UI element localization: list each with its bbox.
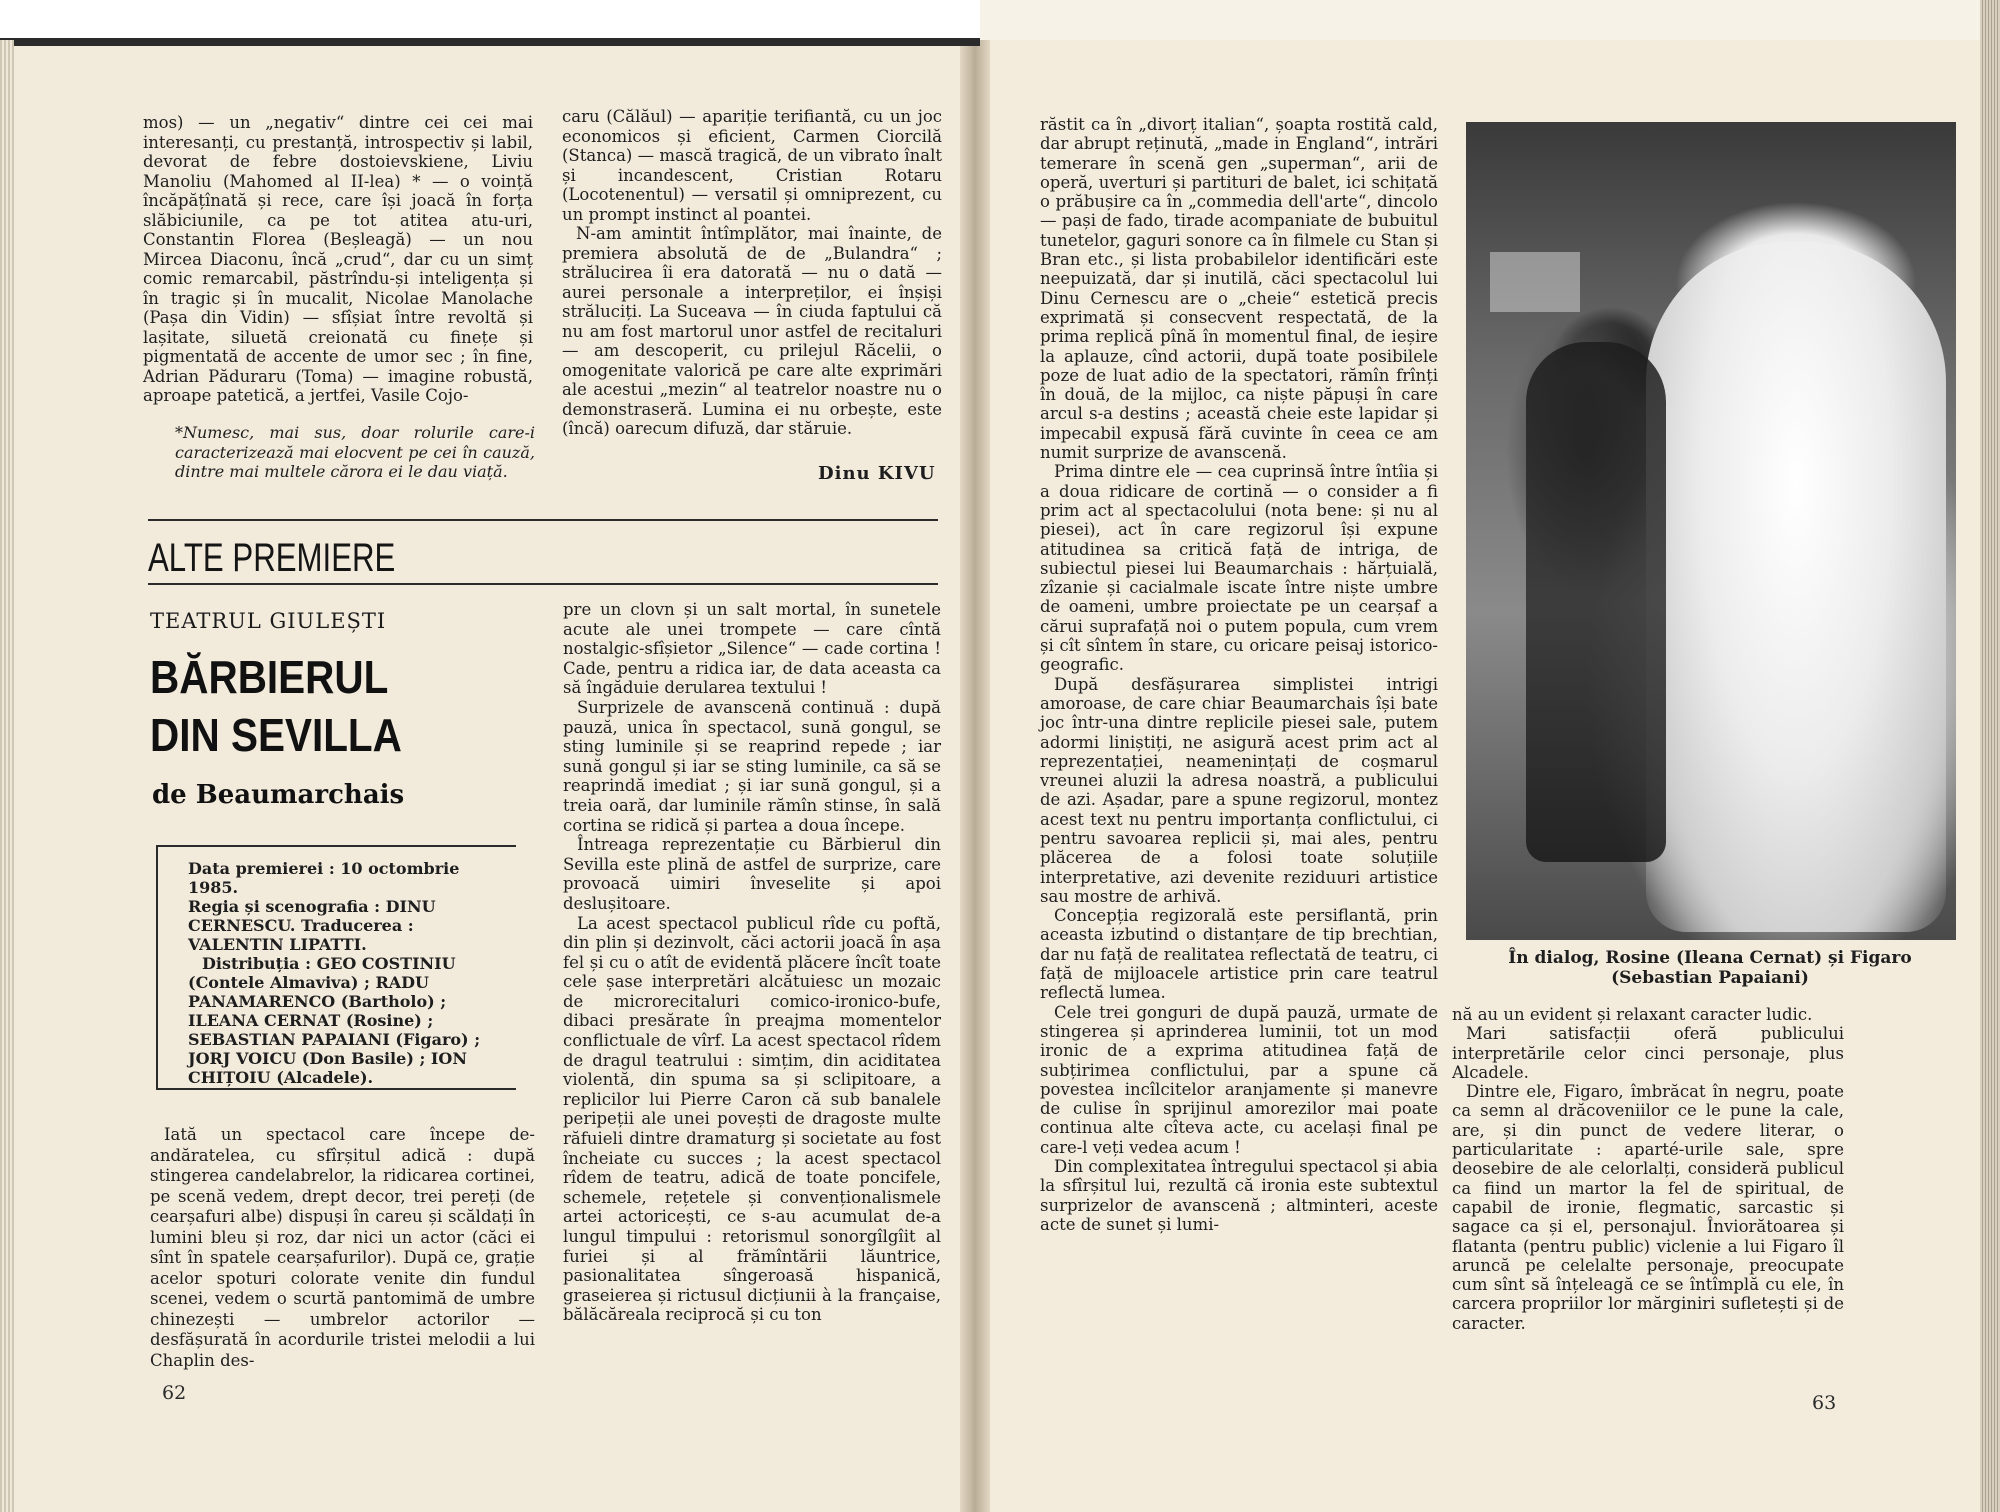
paragraph: Întreaga reprezentație cu Bărbierul din Sevilla este plină de astfel de surprize, care provoacă uimiri înveselite și apoi deslușitoare.	[563, 835, 941, 913]
right-column-1	[1040, 115, 1438, 1234]
author-signature: Dinu KIVU	[818, 463, 936, 484]
photo-figure-figaro	[1526, 342, 1666, 862]
left-bottom-column-2	[563, 600, 941, 1325]
page-number-left: 62	[162, 1382, 187, 1404]
premiere-date: Data premierei : 10 octombrie 1985.	[188, 859, 460, 897]
paragraph: Prima dintre ele — cea cuprinsă între întîia și a doua ridicare de cortină — o consider a fi prim act al spectacolului (nota bene: și nu al piesei), act în care regizorul își expune atitudinea sa critică față de intriga, de subiectul piesei lui Beaumarchais : hărțuială, zîzanie și cacialmale iscate între niște umbre de oameni, umbre proiectate pe un cearșaf a cărui suprafață noi o putem popula, cum vrem și cît sîntem în stare, cu oricare peisaj istorico-geografic.	[1040, 462, 1438, 675]
paragraph: nă au un evident și relaxant caracter ludic.	[1452, 1005, 1813, 1024]
paragraph: Concepția regizorală este persiflantă, prin aceasta izbutind o distanțare de tip brechtian, dar nu față de realitatea reflectată de teatru, ci față de mijloacele artistice prin care teatrul reflectă lumea.	[1040, 906, 1438, 1003]
paragraph: caru (Călăul) — apariție terifiantă, cu un joc economicos și eficient, Carmen Ciorcilă (Stanca) — mască tragică, de un vibrato înalt și incandescent, Cristian Rotaru (Locotenentul) — versatil și omniprezent, cu un prompt instinct al poantei.	[562, 107, 942, 224]
theatre-name: TEATRUL GIULEȘTI	[150, 609, 387, 633]
credits-box	[156, 845, 516, 1090]
right-column-2	[1452, 1005, 1844, 1333]
paragraph: N-am amintit întîmplător, mai înainte, de premiera absolută de de „Bulandra“ ; strălucirea îi era datorată — nu o dată — aurei personale a interpreților, ei înșiși străluciți. La Suceava — în ciuda faptului că nu am fost martorul unor astfel de recitaluri — am descoperit, cu prilejul Răcelii, o omogenitate valorică pe care alte exprimări ale acestui „mezin“ al teatrelor noastre nu o demonstraseră. Lumina ei nu orbește, este (încă) oarecum difuză, dar stăruie.	[562, 224, 942, 438]
page-number-right: 63	[1812, 1392, 1837, 1414]
section-rule-bottom	[148, 583, 938, 585]
paragraph: Surprizele de avanscenă continuă : după pauză, unica în spectacol, sună gongul, se sting luminile și se reaprind repede ; iar sună gongul și iar se sting luminile, ca să se reaprindă imediat ; și iar sună gongul, și a treia oară, dar luminile rămîn stinse, în sală cortina se ridică și partea a doua începe.	[563, 697, 941, 835]
paragraph: După desfășurarea simplistei intrigi amoroase, de care chiar Beaumarchais își bate joc într-una dintre replicile piesei sale, putem adormi liniștiți, ne asigură acest prim act al reprezentației, neamenințați de coșmarul vreunei aluzii la adresa noastră, a publicului de azi. Așadar, pare a spune regizorul, montez acest text nu pentru importanța conflictului, ci pentru savoarea replicii și, mai ales, pentru plăcerea de a folosi toate soluțiile interpretative, azi devenite reziduuri artistice sau mostre de arhivă.	[1040, 674, 1438, 906]
photo-background-sign	[1490, 252, 1580, 312]
background-top-right	[980, 0, 2000, 42]
book-gutter	[960, 40, 990, 1512]
paragraph: La acest spectacol publicul rîde cu poftă, din plin și dezinvolt, căci actorii joacă în așa fel și cu o atît de evidentă plăcere încît toate cele șase interpretări alcătuiesc un mozaic de microrecitaluri comico-ironico-bufe, dibaci presărate în preajma momentelor conflictuale de vîrf. La acest spectacol rîdem de dragul teatrului : simțim, din aciditatea violentă, din spuma sa și sclipitoare, a replicilor lui Pierre Caron că sub banalele peripeții ale unei povești de dragoste multe răfuieli dintre dramaturg și societate au fost încheiate cu succes ; la acest spectacol rîdem de teatru, adică de toate poncifele, schemele, rețetele și convenționalismele artei actoricești, ce s-au acumulat de-a lungul timpului : retorismul sonorgîlgîit al furiei și al frămîntării lăuntrice, pasionalitatea sîngeroasă hispanică, graseierea și rictusul dicțiunii à la française, bălăcăreala reciprocă și cu ton	[563, 913, 941, 1325]
paragraph: Din complexitatea întregului spectacol și abia la sfîrșitul lui, rezultă că ironia este subtextul surprizelor de avanscenă ; altminteri, aceste acte de sunet și lumi-	[1040, 1157, 1438, 1234]
section-title: ALTE PREMIERE	[148, 536, 396, 580]
photo-figure-rosine	[1646, 242, 1946, 932]
footnote: *Numesc, mai sus, doar rolurile care-i caracterizează mai elocvent pe cei în cauză, dintre mai multele cărora ei le dau viață.	[175, 423, 535, 481]
left-top-column-1	[143, 113, 533, 406]
left-top-column-2	[562, 107, 942, 439]
direction-credit: Regia și scenografia : DINU CERNESCU. Traducerea : VALENTIN LIPATTI.	[188, 897, 436, 954]
book-cover-edge	[0, 38, 980, 46]
paragraph: răstit ca în „divorț italian“, șoapta rostită cald, dar abrupt reținută, „made in England“, intrări temerare în scenă gen „superman“, arii de operă, uverturi și partituri de balet, ici schițată o prăbușire ca în „commedia dell'arte“, dincolo — pași de fado, tirade acompaniate de bubuitul tunetelor, gaguri sonore ca în filmele cu Stan și Bran etc., și lista probabilelor identificări este neepuizată, dar și inutilă, căci spectacolul lui Dinu Cernescu are o „cheie“ estetică precis exprimată și consecvent respectată, de la prima replică pînă în momentul final, de ieșire la aplauze, cînd actorii, după toate posibilele poze de luat adio de la spectatori, rămîn frînți în două, de la mijloc, ca niște păpuși în care arcul s-a destins ; această cheie este lapidar și impecabil expusă fără cuvinte în ceea ce am numit surprize de avanscenă.	[1040, 115, 1438, 463]
paragraph: pre un clovn și un salt mortal, în sunetele acute ale unei trompete — care cîntă nostalgic-sfîșietor „Silence“ — cade cortina ! Cade, pentru a ridica iar, de data aceasta ca să îngăduie derularea textului !	[563, 600, 941, 698]
page-stack-right	[1980, 0, 2000, 1512]
photo-caption: În dialog, Rosine (Ileana Cernat) și Figaro (Sebastian Papaiani)	[1508, 948, 1912, 988]
production-photo	[1466, 122, 1956, 940]
section-rule-top	[148, 519, 938, 521]
paragraph: mos) — un „negativ“ dintre cei cei mai interesanți, cu prestanță, introspectiv și labil, devorat de febre dostoievskiene, Liviu Manoliu (Mahomed al II-lea) * — o voință încăpățînată și rece, care își joacă în forța slăbiciunile, ca pe tot atitea atu-uri, Constantin Florea (Beșleagă) — un nou Mircea Diaconu, încă „crud“, dar cu un simț comic remarcabil, păstrîndu-și inteligența și în tragic și în mucalit, Nicolae Manolache (Pașa din Vidin) — sfîșiat între revoltă și lașitate, siluetă creionată cu finețe și pigmentată de accente de umor sec ; în fine, Adrian Păduraru (Toma) — imagine robustă, aproape patetică, a jertfei, Vasile Cojo-	[143, 113, 533, 405]
paragraph: Mari satisfacții oferă publicului interpretările celor cinci personaje, plus Alcadele.	[1452, 1024, 1844, 1082]
play-author: de Beaumarchais	[152, 780, 405, 810]
page-stack-left	[0, 40, 14, 1512]
play-title: BĂRBIERUL DIN SEVILLA	[150, 651, 402, 761]
background-top-left	[0, 0, 980, 38]
paragraph: Iată un spectacol care începe de-andăratelea, cu sfîrșitul adică : după stingerea candelabrelor, la ridicarea cortinei, pe scenă vedem, drept decor, trei pereți (de cearșafuri albe) dispuși în careu și scăldați în lumini bleu și roz, dar nici un actor (căci ei sînt în spatele cearșafurilor). După ce, grație acelor spoturi colorate venite din fundul scenei, vedem o scurtă pantomimă de umbre chinezești — umbrelor actorilor — desfășurată în acordurile tristei melodii a lui Chaplin des-	[150, 1125, 535, 1370]
cast-list: Distribuția : GEO COSTINIU (Contele Almaviva) ; RADU PANAMARENCO (Bartholo) ; ILEANA CERNAT (Rosine) ; SEBASTIAN PAPAIANI (Figaro) ; JORJ VOICU (Don Basile) ; ION CHIȚOIU (Alcadele).	[188, 954, 481, 1087]
left-bottom-column-1	[150, 1125, 535, 1371]
paragraph: Dintre ele, Figaro, îmbrăcat în negru, poate ca semn al drăcoveniilor ce le pune la cale, are, și din punct de vedere literar, o particularitate : aparté-urile sale, spre deosebire de ale celorlalți, consideră publicul ca fiind un martor la fel de spiritual, de capabil de ironie, flegmatic, sarcastic și sagace ca și el, personajul. Înviorătoarea și flatanta (pentru public) viclenie a lui Figaro îl aruncă pe celelalte personaje, preocupate cum sînt să înțeleagă ce se întîmplă cu ele, în carcera propriilor lor mărginiri sufletești și de caracter.	[1452, 1082, 1844, 1333]
paragraph: Cele trei gonguri de după pauză, urmate de stingerea și aprinderea luminii, tot un mod ironic de a exprima atitudinea față de subțirimea conflictului, par a spune că povestea incîlcitelor aranjamente și manevre de culise în sprijinul amorezilor mai poate continua alte cîteva acte, cu același final pe care-l veți vedea acum !	[1040, 1002, 1438, 1157]
